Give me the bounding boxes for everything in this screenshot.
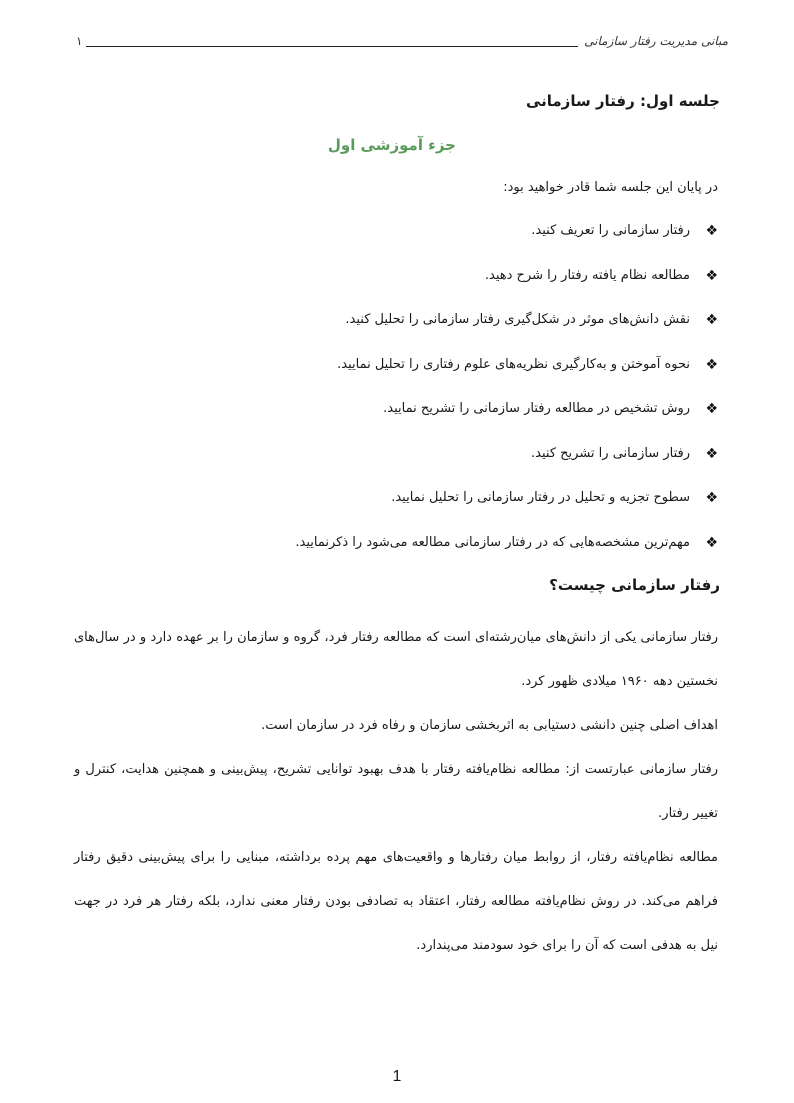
diamond-bullet-icon: ❖	[705, 490, 718, 506]
diamond-bullet-icon: ❖	[705, 445, 718, 462]
diamond-bullet-icon: ❖	[705, 534, 718, 551]
diamond-bullet-icon: ❖	[705, 223, 718, 239]
session-title: جلسه اول: رفتار سازمانی	[525, 92, 720, 110]
diamond-bullet-icon: ❖	[705, 356, 718, 373]
running-header	[76, 34, 728, 56]
section-heading: رفتار سازمانی چیست؟	[549, 576, 720, 594]
body-text	[74, 616, 718, 968]
paragraph: اهداف اصلی چنین دانشی دستیابی به اثربخشی سازمان و رفاه فرد در سازمان است.	[261, 718, 718, 733]
objective-text: مطالعه نظام یافته رفتار را شرح دهید.	[484, 267, 690, 283]
page-number: 1	[392, 1068, 402, 1085]
list-item	[78, 311, 718, 356]
diamond-bullet-icon: ❖	[705, 401, 718, 417]
list-item	[78, 356, 718, 401]
objective-text: روش تشخیص در مطالعه رفتار سازمانی را تشریح نمایید.	[383, 401, 690, 416]
objective-text: رفتار سازمانی را تشریح کنید.	[531, 445, 690, 461]
list-item	[78, 534, 718, 579]
header-page-number: ۱	[76, 34, 83, 48]
list-item	[78, 489, 718, 534]
diamond-bullet-icon: ❖	[705, 267, 718, 284]
list-item	[78, 222, 718, 267]
list-item	[78, 400, 718, 445]
objective-text: مهم‌ترین مشخصه‌هایی که در رفتار سازمانی مطالعه می‌شود را ذکرنمایید.	[295, 534, 690, 550]
paragraph: رفتار سازمانی یکی از دانش‌های میان‌رشته‌ای است که مطالعه رفتار فرد، گروه و سازمان را بر عهده دارد و در سال‌های نخستین دهه ۱۹۶۰ میلادی ظهور کرد.	[74, 630, 718, 689]
objective-text: نحوه آموختن و به‌کارگیری نظریه‌های علوم رفتاری را تحلیل نمایید.	[337, 356, 690, 372]
objectives-list	[78, 222, 718, 578]
header-rule	[86, 46, 578, 47]
objective-text: سطوح تجزیه و تحلیل در رفتار سازمانی را تحلیل نمایید.	[391, 490, 690, 505]
unit-title: جزء آموزشی اول	[327, 136, 456, 154]
intro-text: در پایان این جلسه شما قادر خواهید بود:	[503, 180, 718, 195]
objective-text: رفتار سازمانی را تعریف کنید.	[531, 223, 690, 238]
paragraph: رفتار سازمانی عبارتست از: مطالعه نظام‌یافته رفتار با هدف بهبود توانایی تشریح، پیش‌بینی و همچنین هدایت، کنترل و تغییر رفتار.	[74, 762, 718, 821]
paragraph: مطالعه نظام‌یافته رفتار، از روابط میان رفتارها و واقعیت‌های مهم پرده برداشته، مبنایی را برای پیش‌بینی دقیق رفتار فراهم می‌کند. در روش نظام‌یافته مطالعه رفتار، اعتقاد به تصادفی بودن رفتار معنی ندارد، بلکه رفتار هر فرد در جهت نیل به هدفی است که آن را برای خود سودمند می‌پندارد.	[74, 850, 718, 953]
diamond-bullet-icon: ❖	[705, 312, 718, 328]
objective-text: نقش دانش‌های موثر در شکل‌گیری رفتار سازمانی را تحلیل کنید.	[345, 312, 690, 327]
list-item	[78, 267, 718, 312]
running-title: مبانی مدیریت رفتار سازمانی	[584, 34, 728, 48]
list-item	[78, 445, 718, 490]
